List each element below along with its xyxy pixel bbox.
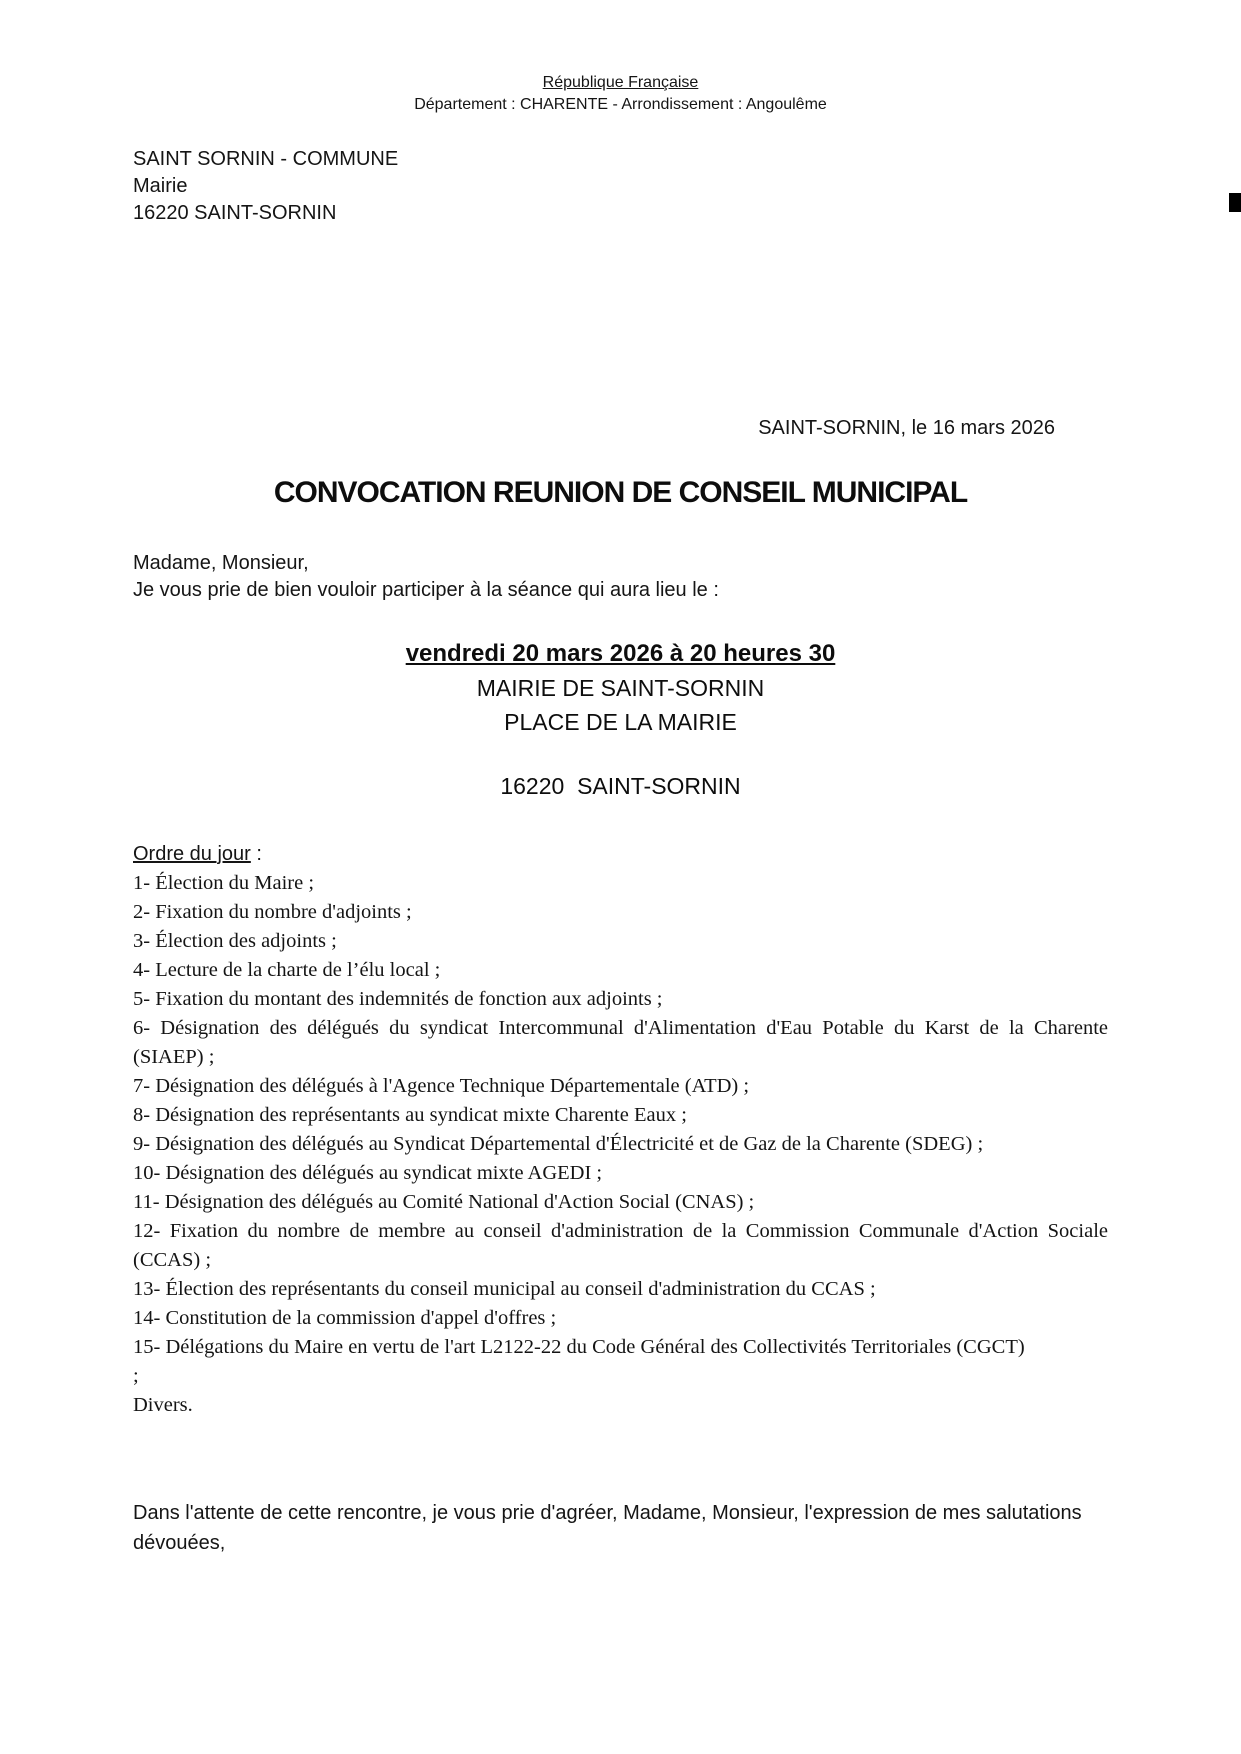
agenda-item: 14- Constitution de la commission d'appel d'offres ; [133, 1307, 557, 1329]
greeting-block [133, 550, 1108, 604]
closing-paragraph: Dans l'attente de cette rencontre, je vous prie d'agréer, Madame, Monsieur, l'expression de mes salutations dévouées, [133, 1502, 1082, 1554]
dateline: SAINT-SORNIN, le 16 mars 2026 [758, 417, 1055, 439]
scan-artifact-mark [1229, 193, 1241, 212]
agenda-item: 13- Élection des représentants du conseil municipal au conseil d'administration du CCAS ; [133, 1278, 876, 1300]
agenda-item: 12- Fixation du nombre de membre au conseil d'administration de la Commission Communale d'Action Sociale (CCAS) ; [133, 1220, 1108, 1271]
agenda-heading [133, 840, 1108, 869]
page-title: CONVOCATION REUNION DE CONSEIL MUNICIPAL [273, 476, 968, 509]
meeting-venue-line2: PLACE DE LA MAIRIE [504, 709, 737, 735]
agenda-list [133, 869, 1108, 1362]
meeting-datetime: vendredi 20 mars 2026 à 20 heures 30 [405, 640, 836, 667]
republic-header [0, 72, 1241, 116]
agenda-item: 9- Désignation des délégués au Syndicat Départemental d'Électricité et de Gaz de la Charente (SDEG) ; [133, 1133, 984, 1155]
agenda-heading-colon: : [250, 843, 262, 865]
republic-title: République Française [542, 74, 699, 91]
agenda-orphan-semicolon: ; [133, 1365, 139, 1387]
agenda-item: 11- Désignation des délégués au Comité National d'Action Social (CNAS) ; [133, 1191, 755, 1213]
agenda-item: 1- Élection du Maire ; [133, 872, 315, 894]
meeting-venue-line3: 16220 SAINT-SORNIN [500, 773, 741, 799]
sender-address-block [133, 146, 398, 227]
sender-commune: SAINT SORNIN - COMMUNE [133, 148, 399, 170]
sender-mairie: Mairie [133, 175, 188, 197]
agenda-item: 4- Lecture de la charte de l’élu local ; [133, 959, 441, 981]
agenda-item: 3- Élection des adjoints ; [133, 930, 337, 952]
agenda-item: 8- Désignation des représentants au syndicat mixte Charente Eaux ; [133, 1104, 687, 1126]
salutation: Madame, Monsieur, [133, 552, 309, 574]
meeting-block [0, 636, 1241, 739]
agenda-item: 10- Désignation des délégués au syndicat mixte AGEDI ; [133, 1162, 603, 1184]
intro-line: Je vous prie de bien vouloir participer à la séance qui aura lieu le : [133, 579, 719, 601]
sender-postal: 16220 SAINT-SORNIN [133, 202, 337, 224]
agenda-item: 2- Fixation du nombre d'adjoints ; [133, 901, 412, 923]
agenda-heading-text: Ordre du jour [133, 843, 251, 865]
agenda-item: 5- Fixation du montant des indemnités de fonction aux adjoints ; [133, 988, 663, 1010]
agenda-item: 7- Désignation des délégués à l'Agence Technique Départementale (ATD) ; [133, 1075, 750, 1097]
agenda-item: 15- Délégations du Maire en vertu de l'art L2122-22 du Code Général des Collectivités Territoriales (CGCT) [133, 1336, 1025, 1358]
main-content [133, 840, 1108, 1558]
meeting-venue-line1: MAIRIE DE SAINT-SORNIN [476, 675, 765, 701]
agenda-item: 6- Désignation des délégués du syndicat Intercommunal d'Alimentation d'Eau Potable du Karst de la Charente (SIAEP) ; [133, 1017, 1108, 1068]
agenda-divers: Divers. [133, 1394, 193, 1416]
department-line: Département : CHARENTE - Arrondissement : Angoulême [414, 96, 827, 113]
